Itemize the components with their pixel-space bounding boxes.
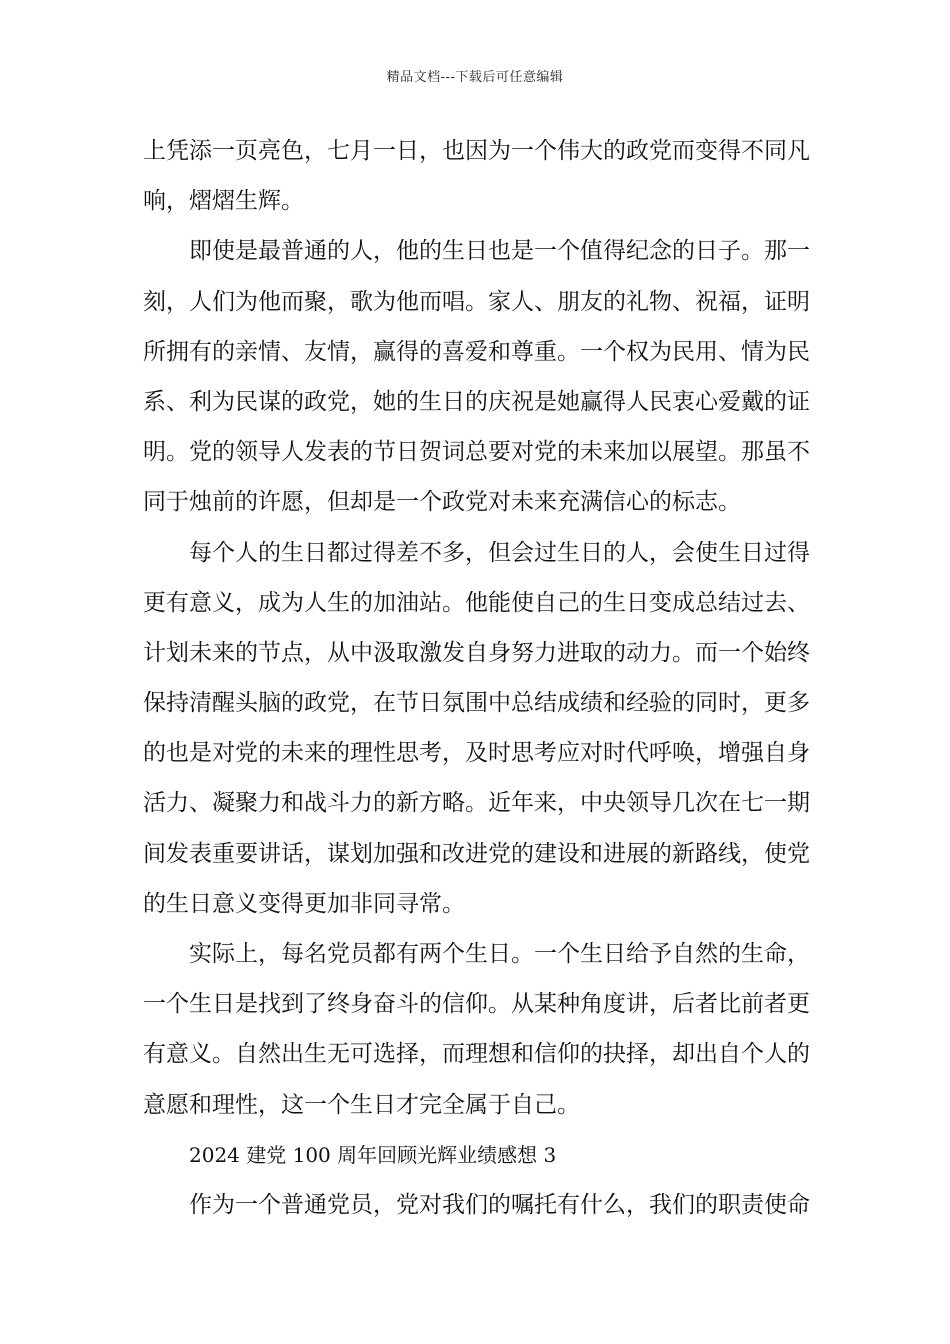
text-line: 意愿和理性，这一个生日才完全属于自己。 — [143, 1091, 580, 1118]
section-heading: 2024 建党 100 周年回顾光辉业绩感想 3 — [189, 1142, 557, 1167]
page-header: 精品文档---下载后可任意编辑 — [386, 70, 564, 85]
text-line: 的也是对党的未来的理性思考，及时思考应对时代呼唤，增强自身 — [143, 740, 810, 767]
text-line: 更有意义，成为人生的加油站。他能使自己的生日变成总结过去、 — [143, 589, 810, 616]
text-line: 系、利为民谋的政党，她的生日的庆祝是她赢得人民衷心爱戴的证 — [143, 388, 810, 415]
document-body — [143, 126, 810, 1230]
text-line: 明。党的领导人发表的节日贺词总要对党的未来加以展望。那虽不 — [143, 439, 810, 466]
text-line: 同于烛前的许愿，但却是一个政党对未来充满信心的标志。 — [143, 489, 741, 516]
text-line: 每个人的生日都过得差不多，但会过生日的人，会使生日过得 — [189, 539, 810, 566]
text-line: 即使是最普通的人，他的生日也是一个值得纪念的日子。那一 — [189, 238, 810, 265]
text-line: 有意义。自然出生无可选择，而理想和信仰的抉择，却出自个人的 — [143, 1041, 810, 1068]
text-line: 刻，人们为他而聚，歌为他而唱。家人、朋友的礼物、祝福，证明 — [143, 288, 810, 315]
text-line: 实际上，每名党员都有两个生日。一个生日给予自然的生命， — [189, 941, 810, 967]
text-line: 计划未来的节点，从中汲取激发自身努力进取的动力。而一个始终 — [143, 639, 810, 666]
text-line: 所拥有的亲情、友情，赢得的喜爱和尊重。一个权为民用、情为民 — [143, 338, 810, 365]
text-line: 响，熠熠生辉。 — [143, 188, 304, 215]
text-line: 一个生日是找到了终身奋斗的信仰。从某种角度讲，后者比前者更 — [143, 991, 810, 1018]
text-line: 作为一个普通党员，党对我们的嘱托有什么，我们的职责使命 — [189, 1191, 810, 1218]
text-line: 上凭添一页亮色，七月一日，也因为一个伟大的政党而变得不同凡 — [143, 138, 810, 164]
text-line: 活力、凝聚力和战斗力的新方略。近年来，中央领导几次在七一期 — [143, 790, 810, 817]
text-line: 保持清醒头脑的政党，在节日氛围中总结成绩和经验的同时，更多 — [143, 690, 810, 717]
text-line: 间发表重要讲话，谋划加强和改进党的建设和进展的新路线，使党 — [143, 840, 810, 867]
text-line: 的生日意义变得更加非同寻常。 — [143, 890, 465, 917]
